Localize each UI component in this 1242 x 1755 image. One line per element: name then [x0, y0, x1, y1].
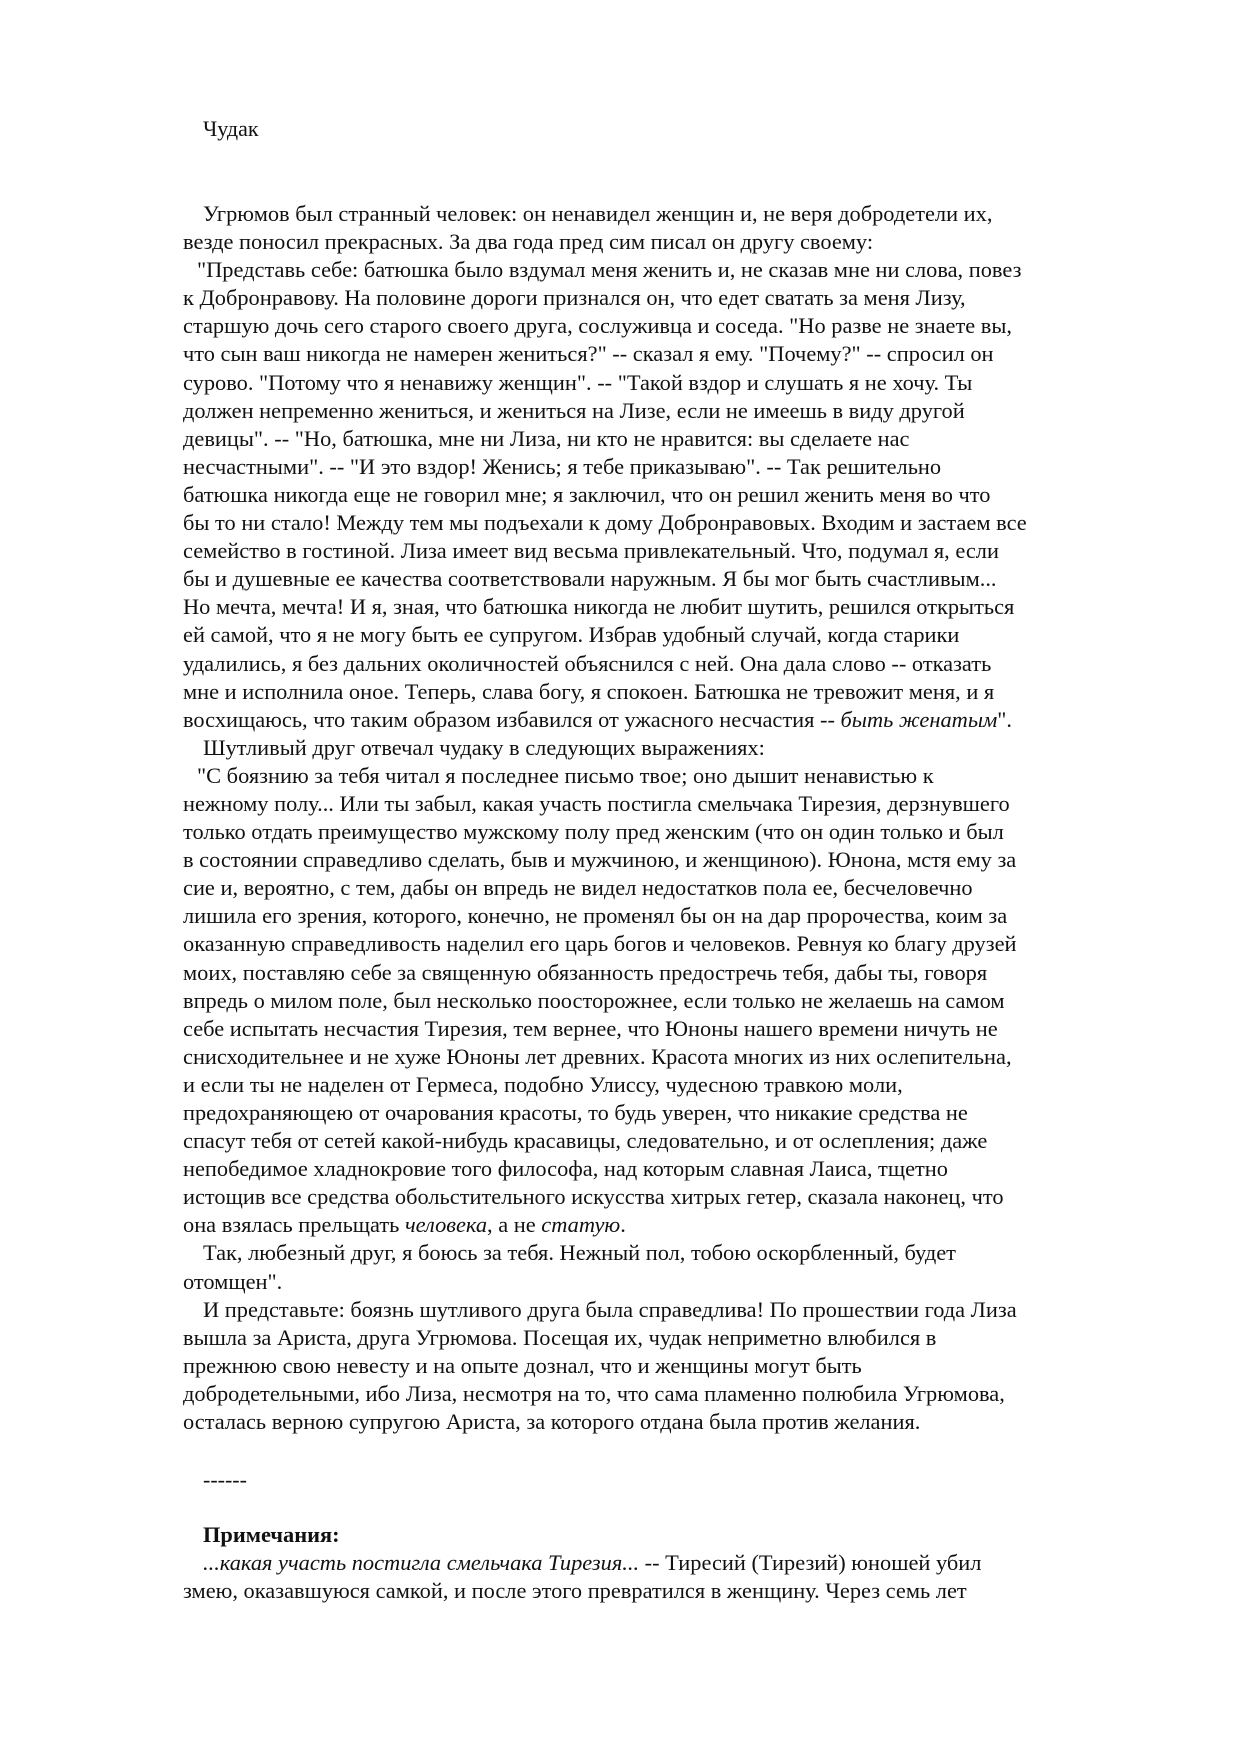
- text-line: прежнюю свою невесту и на опыте дознал, что и женщины могут быть: [183, 1352, 862, 1378]
- text-line: себе испытать несчастия Тирезия, тем вернее, что Юноны нашего времени ничуть не: [183, 1015, 998, 1041]
- text-segment: ".: [997, 706, 1013, 732]
- text-line: должен непременно жениться, и жениться на Лизе, если не имеешь в виду другой: [183, 397, 965, 423]
- text-line: и если ты не наделен от Гермеса, подобно Улиссу, чудесною травкою моли,: [183, 1071, 903, 1097]
- paragraph-1: [183, 200, 1133, 256]
- text-line: что сын ваш никогда не намерен жениться?" -- сказал я ему. "Почему?" -- спросил он: [183, 341, 994, 367]
- text-line: осталась верною супругою Ариста, за которого отдана была против желания.: [183, 1409, 921, 1435]
- text-line: снисходительнее и не хуже Юноны лет древних. Красота многих из них ослепительна,: [183, 1043, 1012, 1069]
- text-line: [183, 1211, 1133, 1239]
- text-line: "Представь себе: батюшка было вздумал меня женить и, не сказав мне ни слова, повез: [197, 257, 1022, 283]
- text-line: старшую дочь сего старого своего друга, сослуживца и соседа. "Но разве не знаете вы,: [183, 313, 1012, 339]
- note-line: змею, оказавшуюся самкой, и после этого превратился в женщину. Через семь лет: [183, 1578, 967, 1604]
- italic-phrase: быть женатым: [840, 706, 998, 732]
- text-line: ей самой, что я не могу быть ее супругом. Избрав удобный случай, когда старики: [183, 622, 960, 648]
- text-segment: -- Тиресий (Тирезий) юношей убил: [639, 1550, 982, 1576]
- text-line: девицы". -- "Но, батюшка, мне ни Лиза, ни кто не нравится: вы сделаете нас: [183, 425, 910, 451]
- paragraph-5: [183, 1239, 1133, 1295]
- text-line: семейство в гостиной. Лиза имеет вид весьма привлекательный. Что, подумал я, если: [183, 538, 999, 564]
- text-line: И представьте: боязнь шутливого друга была справедлива! По прошествии года Лиза: [203, 1296, 1017, 1322]
- text-line: везде поносил прекрасных. За два года пред сим писал он другу своему:: [183, 229, 874, 255]
- text-line: вышла за Ариста, друга Угрюмова. Посещая их, чудак неприметно влюбился в: [183, 1324, 937, 1350]
- paragraph-2: [183, 256, 1133, 734]
- text-line: нежному полу... Или ты забыл, какая участь постигла смельчака Тирезия, дерзнувшего: [183, 790, 1010, 816]
- text-line: Угрюмов был странный человек: он ненавидел женщин и, не веря добродетели их,: [203, 201, 993, 226]
- text-line: добродетельными, ибо Лиза, несмотря на то, что сама пламенно полюбила Угрюмова,: [183, 1380, 1005, 1406]
- text-line: к Добронравову. На половине дороги признался он, что едет сватать за меня Лизу,: [183, 285, 966, 311]
- text-line: батюшка никогда еще не говорил мне; я заключил, что он решил женить меня во что: [183, 481, 991, 507]
- italic-phrase: статую: [541, 1212, 621, 1238]
- note-line: [183, 1549, 1133, 1577]
- text-line: в состоянии справедливо сделать, быв и мужчиною, и женщиною). Юнона, мстя ему за: [183, 847, 1017, 873]
- text-line: впредь о милом поле, был несколько поосторожнее, если только не желаешь на самом: [183, 987, 1005, 1013]
- text-line: истощив все средства обольстительного искусства хитрых гетер, сказала наконец, что: [183, 1184, 1004, 1210]
- text-line: Так, любезный друг, я боюсь за тебя. Нежный пол, тобою оскорбленный, будет: [203, 1240, 956, 1266]
- italic-phrase: человека: [404, 1212, 488, 1238]
- text-line: спасут тебя от сетей какой-нибудь красавицы, следовательно, и от ослепления; даже: [183, 1128, 988, 1154]
- text-line: удалились, я без дальних околичностей объяснился с ней. Она дала слово -- отказать: [183, 650, 992, 676]
- page-title: Чудак: [203, 116, 259, 141]
- text-line: [183, 706, 1133, 734]
- text-line: непобедимое хладнокровие того философа, над которым славная Лаиса, тщетно: [183, 1156, 948, 1182]
- text-line: только отдать преимущество мужскому полу пред женским (что он один только и был: [183, 819, 1004, 845]
- text-segment: восхищаюсь, что таким образом избавился от ужасного несчастия --: [183, 706, 841, 732]
- text-segment: она взялась прельщать: [183, 1212, 405, 1238]
- text-segment: , а не: [487, 1212, 542, 1238]
- text-line: отомщен".: [183, 1268, 283, 1294]
- text-line: несчастными". -- "И это вздор! Женись; я тебе приказываю". -- Так решительно: [183, 453, 942, 479]
- paragraph-3: [183, 734, 1133, 762]
- text-line: сие и, вероятно, с тем, дабы он впредь не видел недостатков пола ее, бесчеловечно: [183, 875, 973, 901]
- text-line: моих, поставляю себе за священную обязанность предостречь тебя, дабы ты, говоря: [183, 959, 988, 985]
- text-line: "С боязнию за тебя читал я последнее письмо твое; оно дышит ненавистью к: [197, 762, 934, 788]
- text-line: мне и исполнила оное. Теперь, слава богу, я спокоен. Батюшка не тревожит меня, и я: [183, 678, 995, 704]
- notes-section: [183, 1521, 1133, 1605]
- text-line: лишила его зрения, которого, конечно, не променял бы он на дар пророчества, коим за: [183, 903, 1008, 929]
- paragraph-4: [183, 762, 1133, 1240]
- story-body: [183, 200, 1133, 1436]
- notes-heading: Примечания:: [203, 1522, 340, 1547]
- section-separator: ------: [203, 1467, 247, 1492]
- text-line: предохраняющею от очарования красоты, то будь уверен, что никакие средства не: [183, 1100, 968, 1125]
- text-segment: .: [620, 1212, 626, 1238]
- text-line: бы то ни стало! Между тем мы подъехали к дому Добронравовых. Входим и застаем все: [183, 510, 1027, 536]
- note-quote: ...какая участь постигла смельчака Тирезия...: [203, 1550, 640, 1576]
- text-line: Но мечта, мечта! И я, зная, что батюшка никогда не любит шутить, решился открыться: [183, 594, 1015, 620]
- text-line: сурово. "Потому что я ненавижу женщин". -- "Такой вздор и слушать я не хочу. Ты: [183, 369, 973, 395]
- text-line: оказанную справедливость наделил его царь богов и человеков. Ревнуя ко благу друзей: [183, 931, 1017, 957]
- paragraph-6: [183, 1296, 1133, 1436]
- text-line: Шутливый друг отвечал чудаку в следующих выражениях:: [203, 734, 765, 760]
- text-line: бы и душевные ее качества соответствовали наружным. Я бы мог быть счастливым...: [183, 566, 997, 592]
